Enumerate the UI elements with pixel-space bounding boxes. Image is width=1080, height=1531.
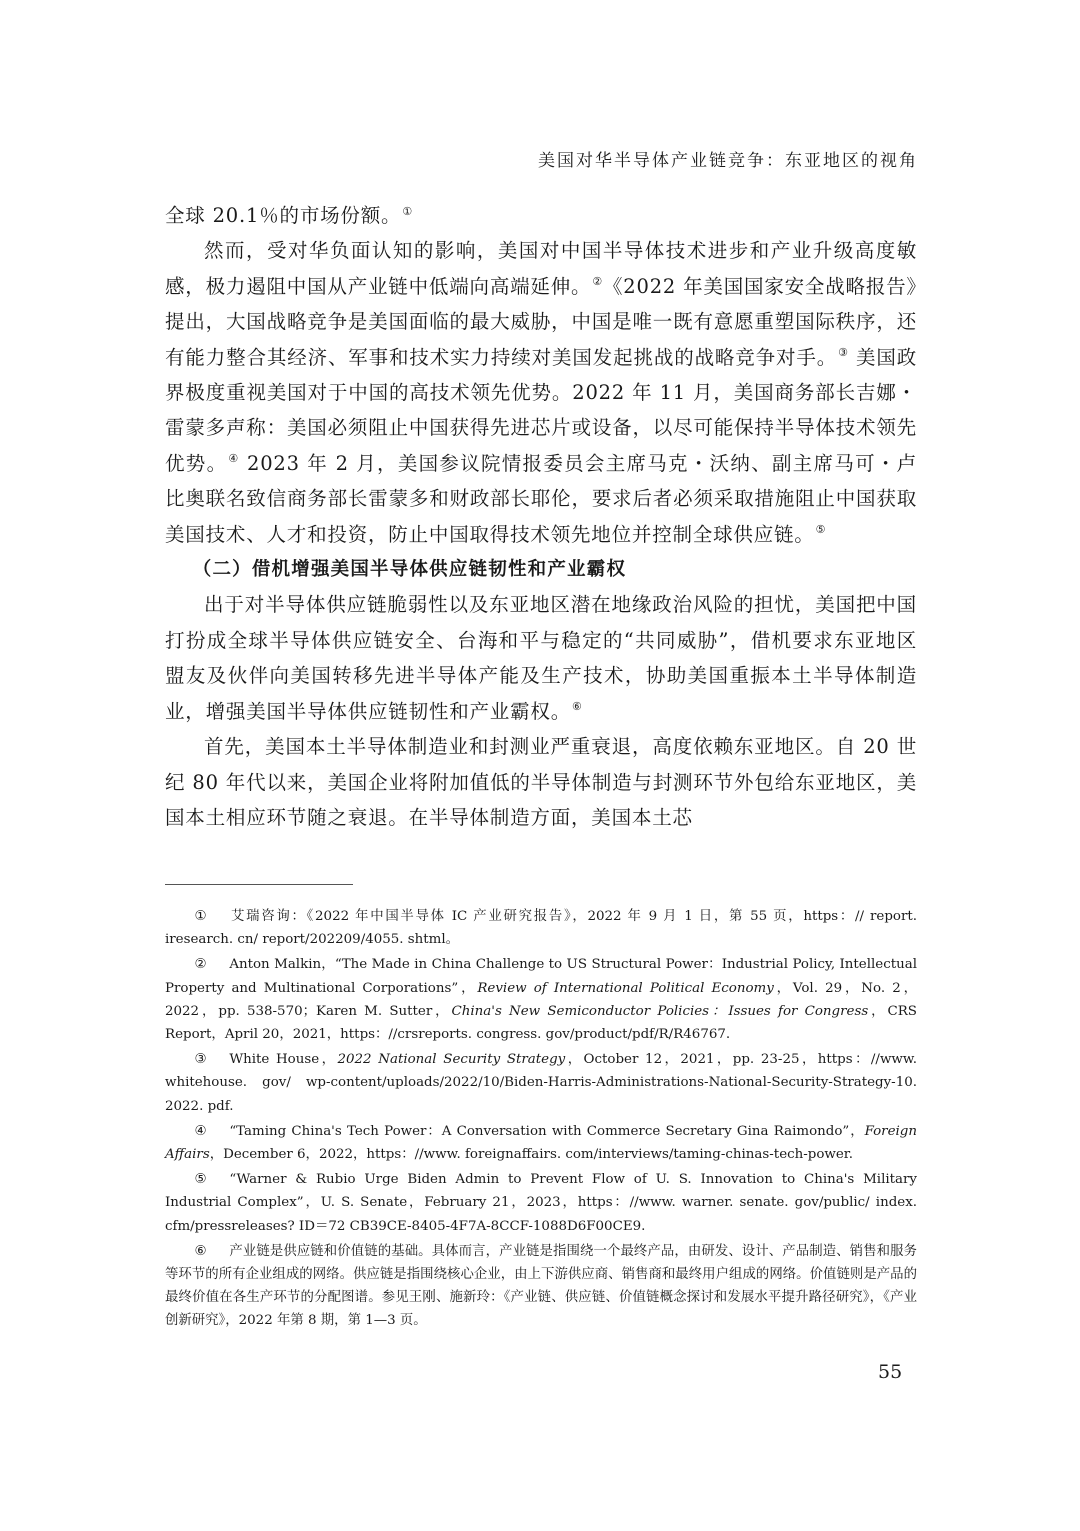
paragraph-text: 然而，受对华负面认知的影响，美国对中国半导体技术进步和产业升级高度敏感，极力遏阻中国从产业链中低端向高端延伸。 xyxy=(165,239,917,298)
footnote-journal-title: Review of International Political Economy xyxy=(477,980,774,996)
footnote-text: “Taming China's Tech Power：A Conversation with Commerce Secretary Gina Raimondo”， xyxy=(229,1123,865,1139)
footnote-item xyxy=(165,1048,917,1118)
footnote-ref[interactable]: ① xyxy=(402,204,413,218)
paragraph-text: 美国政界极度重视美国对于中国的高技术领先优势。2022 年 11 月，美国商务部长吉娜・雷蒙多声称：美国必须阻止中国获得先进芯片或设备，以尽可能保持半导体技术领先优势。 xyxy=(165,345,917,475)
footnote-ref[interactable]: ③ xyxy=(838,346,849,360)
footnote-item xyxy=(165,953,917,1046)
footnote-number: ④ xyxy=(194,1123,207,1139)
paragraph-text: 全球 20.1％的市场份额。 xyxy=(165,204,402,227)
paragraph-text: 《2022 年美国国家安全战略报告》提出，大国战略竞争是美国面临的最大威胁，中国是唯一既有意愿重塑国际秩序，还有能力整合其经济、军事和技术实力持续对美国发起挑战的战略竞争对手。 xyxy=(165,274,917,369)
footnote-text: White House， xyxy=(229,1052,338,1068)
footnote-ref[interactable]: ② xyxy=(592,275,603,289)
footnote-number: ① xyxy=(194,909,207,924)
paragraph-text: 2023 年 2 月，美国参议院情报委员会主席马克・沃纳、副主席马可・卢比奥联名致信商务部长雷蒙多和财政部长耶伦，要求后者必须采取措施阻止中国获取美国技术、人才和投资，防止中国取得技术领先地位并控制全球供应链。 xyxy=(165,451,917,546)
footnote-item xyxy=(165,905,917,951)
paragraph-continuation xyxy=(165,198,917,233)
footnote-item xyxy=(165,1240,917,1333)
paragraph xyxy=(165,587,917,729)
footnote-text: ，October 12，2021，pp. 23-25，https：//www. whitehouse. gov/ wp-content/uploads/2022/10/Biden-Harris-Administrations-National-Security-Strategy-10. 2022. pdf. xyxy=(165,1052,917,1114)
footnote-divider xyxy=(165,884,353,885)
main-text xyxy=(165,198,917,835)
footnote-number: ⑥ xyxy=(194,1243,207,1259)
footnote-text: ，Vol. 29，No. 2，2022，pp. 538-570；Karen M. Sutter， xyxy=(165,980,917,1019)
footnote-item xyxy=(165,1168,917,1238)
footnote-journal-title: Foreign Affairs xyxy=(165,1123,917,1163)
footnote-number: ③ xyxy=(194,1052,207,1068)
footnote-text: 产业链是供应链和价值链的基础。具体而言，产业链是指围绕一个最终产品，由研发、设计、产品制造、销售和服务等环节的所有企业组成的网络。供应链是指围绕核心企业，由上下游供应商、销售商和最终用户组成的网络。价值链则是产品的最终价值在各生产环节的分配图谱。参见王刚、施新玲：《产业链、供应链、价值链概念探讨和发展水平提升路径研究》，《产业创新研究》，2022 年第 8 期，第 1—3 页。 xyxy=(165,1243,917,1329)
running-header: 美国对华半导体产业链竞争：东亚地区的视角 xyxy=(538,151,918,171)
footnote-work-title: China's New Semiconductor Policies：Issues for Congress xyxy=(451,1003,869,1019)
footnote-ref[interactable]: ⑤ xyxy=(815,523,827,537)
footnote-ref[interactable]: ⑥ xyxy=(572,700,583,714)
paragraph-text: 出于对半导体供应链脆弱性以及东亚地区潜在地缘政治风险的担忧，美国把中国打扮成全球半导体供应链安全、台海和平与稳定的“共同威胁”，借机要求东亚地区盟友及伙伴向美国转移先进半导体产能及生产技术，协助美国重振本土半导体制造业，增强美国半导体供应链韧性和产业霸权。 xyxy=(165,593,917,723)
footnotes xyxy=(165,905,917,1335)
paragraph xyxy=(165,729,917,835)
footnote-item xyxy=(165,1120,917,1166)
footnote-work-title: 2022 National Security Strategy xyxy=(337,1052,566,1068)
paragraph-text: 首先，美国本土半导体制造业和封测业严重衰退，高度依赖东亚地区。自 20 世纪 80 年代以来，美国企业将附加值低的半导体制造与封测环节外包给东亚地区，美国本土相应环节随之衰退。在半导体制造方面，美国本土芯 xyxy=(165,735,917,829)
footnote-number: ⑤ xyxy=(194,1172,207,1188)
footnote-text: 艾瑞咨询：《2022 年中国半导体 IC 产业研究报告》，2022 年 9 月 1 日，第 55 页，https：// report. iresearch. cn/ report/202209/4055. shtml。 xyxy=(165,909,917,948)
footnote-text: Anton Malkin，“The Made in China Challenge to US Structural Power：Industrial Policy, Intellectual Property and Multinational Corporations”， xyxy=(165,957,917,996)
paragraph xyxy=(165,233,917,552)
section-heading: （二）借机增强美国半导体供应链韧性和产业霸权 xyxy=(192,559,627,581)
footnote-text: “Warner & Rubio Urge Biden Admin to Prevent Flow of U. S. Innovation to China's Military Industrial Complex”，U. S. Senate，February 21，2023，https：//www. warner. senate. gov/public/ index. cfm/pressreleases? ID＝72 CB39CE-8405-4F7A-8CCF-1088D6F00CE9. xyxy=(165,1172,917,1234)
footnote-text: ，CRS Report，April 20，2021，https：//crsreports. congress. gov/product/pdf/R/R46767. xyxy=(165,1003,917,1043)
footnote-number: ② xyxy=(194,957,207,973)
page-number: 55 xyxy=(878,1361,903,1383)
footnote-text: ，December 6，2022，https：//www. foreignaffairs. com/interviews/taming-chinas-tech-power. xyxy=(209,1147,853,1163)
footnote-ref[interactable]: ④ xyxy=(228,452,240,466)
